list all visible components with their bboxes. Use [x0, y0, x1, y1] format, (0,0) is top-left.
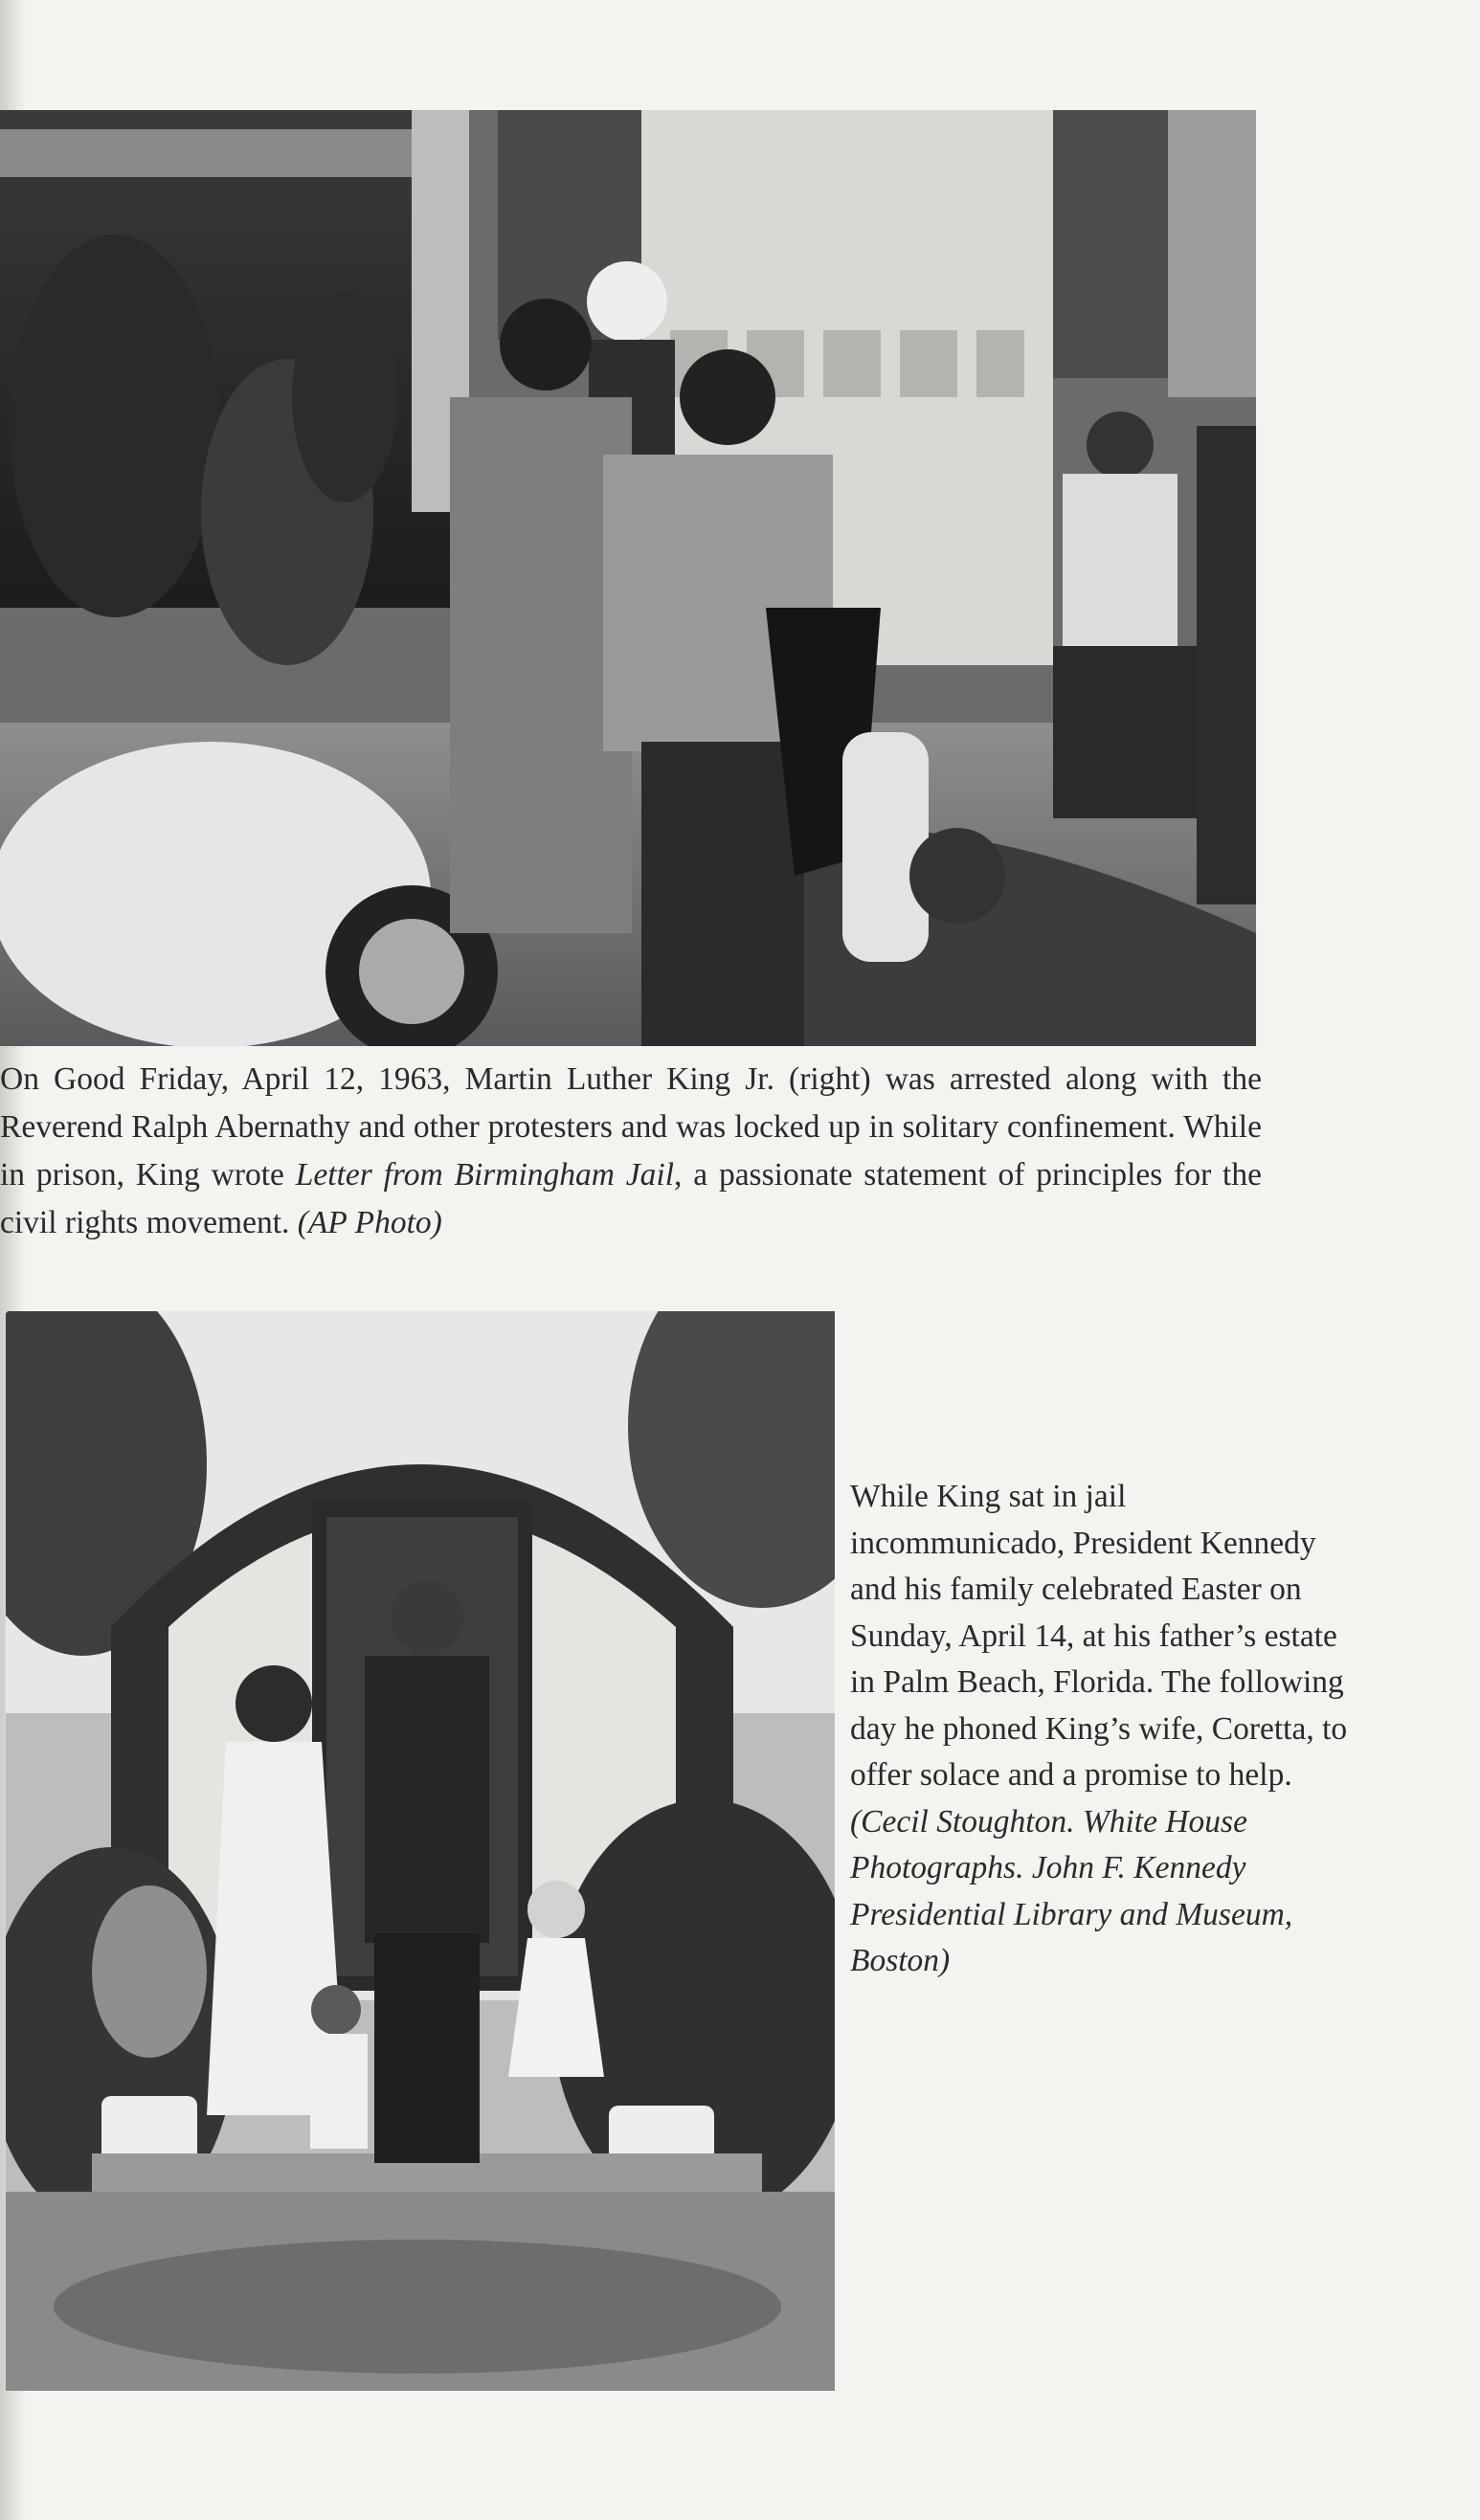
photo2-credit: (Cecil Stoughton. White House Photographs. John F. Kennedy Presidential Library and Museum, Boston): [850, 1803, 1293, 1978]
photo1-credit: (AP Photo): [297, 1205, 442, 1240]
photo1-caption-text: On Good Friday, April 12, 1963, Martin Luther King Jr. (right) was arrested along with the Reverend Ralph Abernathy and other protesters and was locked up in solitary confinement. While in prison, King wrote: [0, 1061, 1262, 1193]
king-arrest-photo: [0, 110, 1256, 1046]
photo2-caption: [850, 1474, 1348, 1985]
photo1-caption-text-end: , a passionate statement of principles for the civil rights movement.: [0, 1157, 1262, 1240]
photo1-caption: [0, 1056, 1262, 1247]
photo2-caption-text: While King sat in jail incommunicado, President Kennedy and his family celebrated Easter on Sunday, April 14, at his father’s estate in Palm Beach, Florida. The following day he phoned King’s wife, Coretta, to offer solace and a promise to help.: [850, 1479, 1348, 1793]
kennedy-easter-photo: [6, 1311, 835, 2391]
photo1-caption-book-title: Letter from Birmingham Jail: [295, 1157, 675, 1193]
